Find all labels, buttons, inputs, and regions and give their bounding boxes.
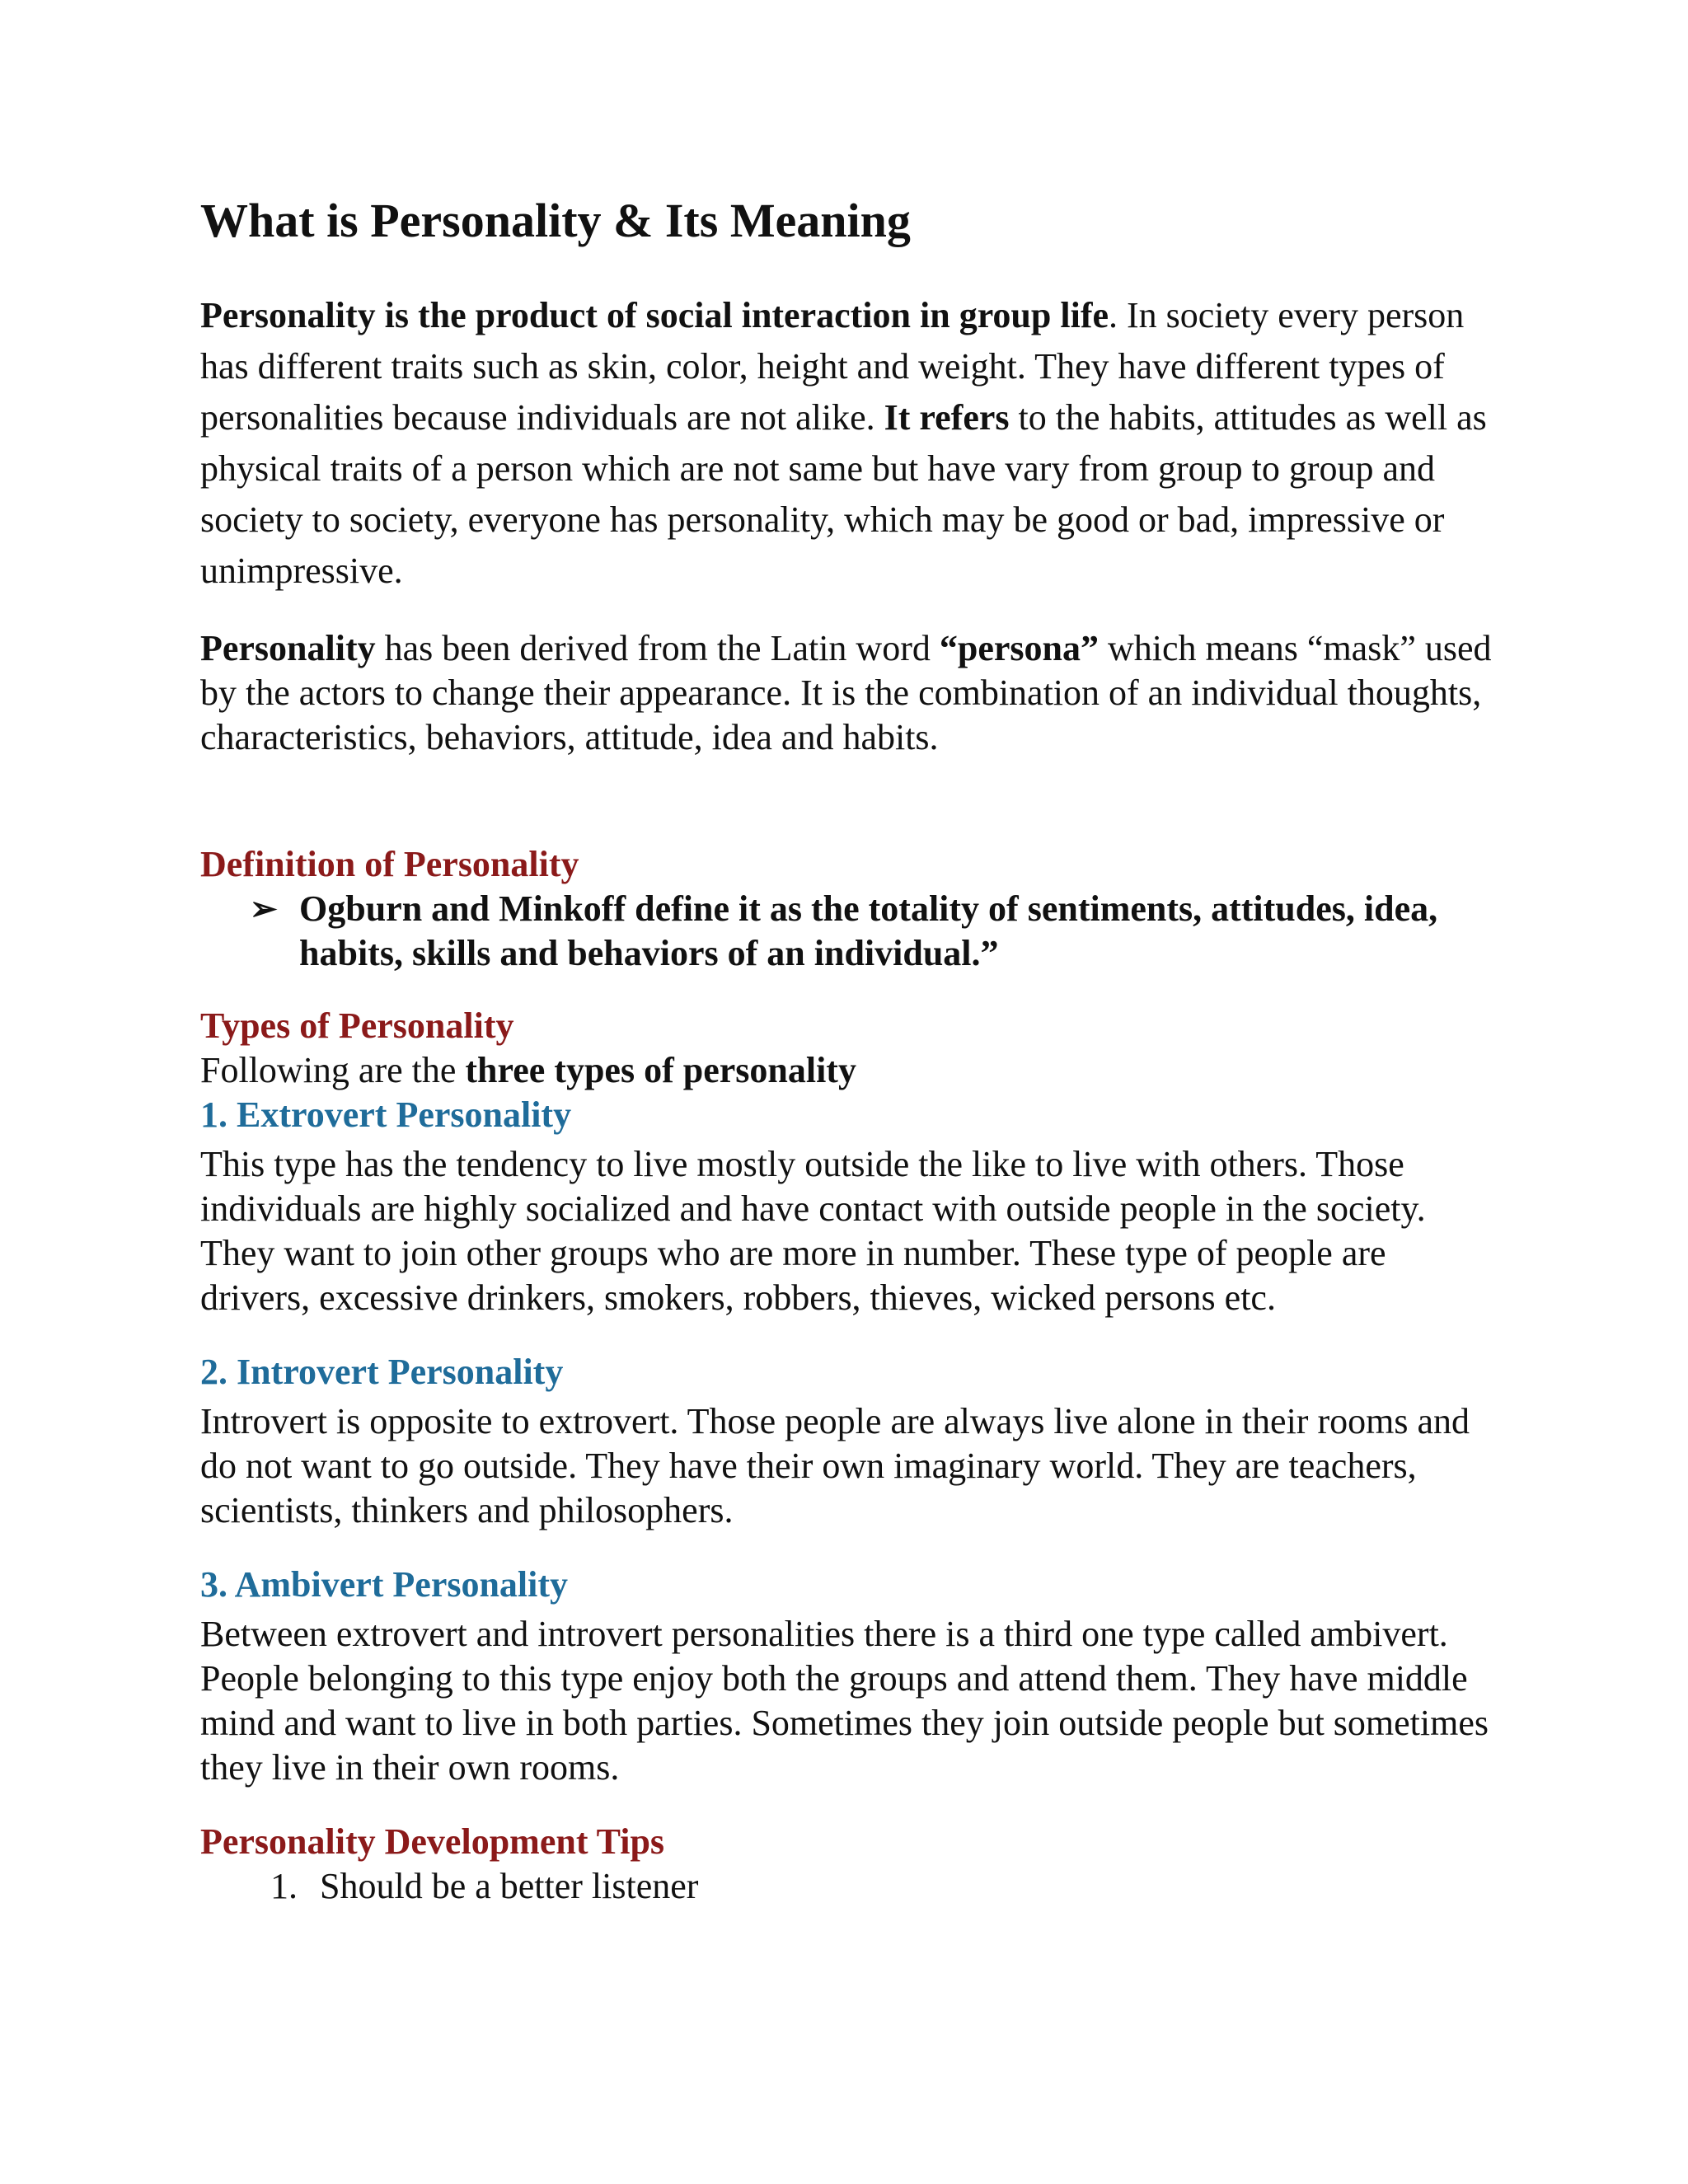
- definition-heading: Definition of Personality: [200, 843, 579, 884]
- introvert-heading: 2. Introvert Personality: [200, 1351, 564, 1392]
- intro-text-a: . In society every person has different traits such as skin, color, height and weight. They have different types of personalities because individuals are not alike.: [200, 294, 1465, 438]
- origin-bold-word: “persona”: [939, 627, 1099, 668]
- extrovert-body: This type has the tendency to live mostly outside the like to live with others. Those individuals are highly socialized and have contact with outside people in the society. They want to join other groups who are more in number. These type of people are drivers, excessive drinkers, smokers, robbers, thieves, wicked persons etc.: [200, 1143, 1426, 1318]
- intro-bold-lead: Personality is the product of social interaction in group life: [200, 294, 1109, 335]
- origin-bold-lead: Personality: [200, 627, 376, 668]
- origin-text-b: which means “mask” used by the actors to change their appearance. It is the combination of an individual thoughts, characteristics, behaviors, attitude, idea and habits.: [200, 627, 1492, 757]
- tips-heading: Personality Development Tips: [200, 1821, 665, 1862]
- tip-number: 1.: [270, 1865, 298, 1906]
- intro-text-b: to the habits, attitudes as well as physical traits of a person which are not same but have vary from group to group and society to society, everyone has personality, which may be good or bad, impressive or unimpressive.: [200, 396, 1487, 591]
- ambivert-body: Between extrovert and introvert personalities there is a third one type called ambivert. People belonging to this type enjoy both the groups and attend them. They have middle mind and want to live in both parties. Sometimes they join outside people but sometimes they live in their own rooms.: [200, 1613, 1489, 1788]
- ambivert-heading: 3. Ambivert Personality: [200, 1563, 569, 1605]
- extrovert-heading: 1. Extrovert Personality: [200, 1094, 572, 1135]
- list-item: [270, 1864, 1503, 1909]
- definition-bullet: [250, 887, 1503, 976]
- introvert-body: Introvert is opposite to extrovert. Those people are always live alone in their rooms and do not want to go outside. They have their own imaginary world. They are teachers, scientists, thinkers and philosophers.: [200, 1400, 1470, 1530]
- document-content: [200, 194, 1503, 1909]
- definition-quote: Ogburn and Minkoff define it as the totality of sentiments, attitudes, idea, habits, skills and behaviors of an individual.”: [299, 888, 1438, 973]
- intro-paragraph: [200, 290, 1503, 597]
- page-title: What is Personality & Its Meaning: [200, 194, 911, 247]
- types-heading: Types of Personality: [200, 1005, 514, 1046]
- types-intro-text: Following are the: [200, 1049, 466, 1090]
- types-intro-bold: three types of personality: [465, 1049, 856, 1090]
- tip-text: Should be a better listener: [320, 1865, 699, 1906]
- intro-bold-mid: It refers: [884, 396, 1010, 438]
- types-intro: [200, 1048, 1503, 1093]
- origin-paragraph: [200, 626, 1503, 760]
- origin-text-a: has been derived from the Latin word: [375, 627, 940, 668]
- arrow-bullet-icon: ➢: [250, 889, 278, 927]
